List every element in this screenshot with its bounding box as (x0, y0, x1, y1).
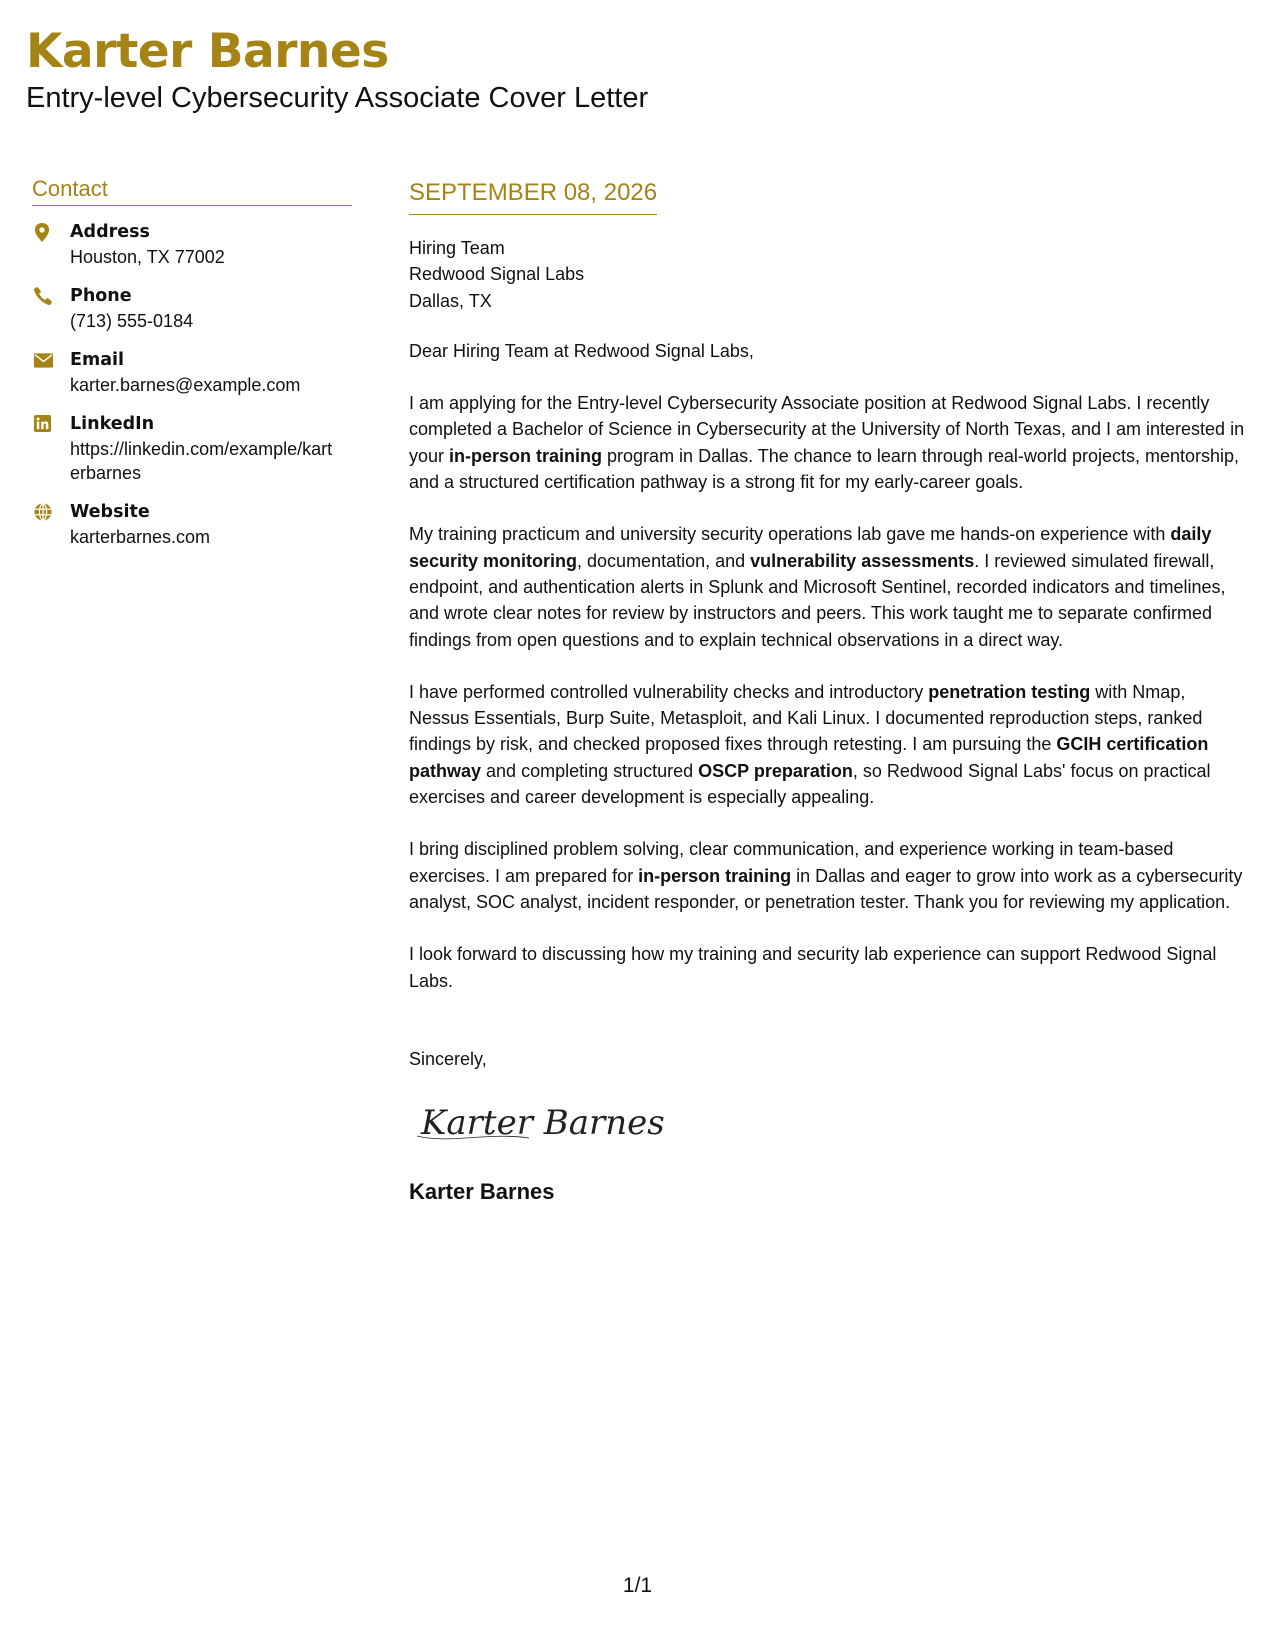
handwritten-signature (409, 1092, 709, 1152)
paragraph-text: I am applying for the Entry-level Cybersecurity Associate position at Redwood Signal Labs. I recently completed a Bachelor of Science in Cybersecurity at the University of North Texas, and I am interested in your (409, 393, 1245, 466)
contact-sidebar (32, 175, 352, 564)
recipient-line: Redwood Signal Labs (409, 264, 585, 285)
paragraph-text: , documentation, and (577, 550, 751, 571)
emphasized-text: OSCP preparation (698, 760, 853, 781)
recipient-line: Hiring Team (409, 238, 505, 258)
contact-value: https://linkedin.com/example/karterbarnes (70, 439, 333, 483)
emphasized-text: in-person training (449, 445, 603, 466)
recipient-block (409, 235, 1249, 314)
applicant-name: Karter Barnes (26, 24, 389, 79)
emphasized-text: vulnerability assessments (750, 550, 975, 571)
signed-name: Karter Barnes (409, 1178, 555, 1204)
linkedin-icon (32, 412, 70, 432)
globe-icon (32, 500, 70, 521)
signature-text: Karter Barnes (421, 1102, 665, 1143)
body-paragraph (409, 390, 1249, 495)
paragraph-text: program in Dallas. The chance to learn through real-world projects, mentorship, and a structured certification pathway is a strong fit for my early-career goals. (409, 445, 1240, 493)
letter-header (26, 24, 1226, 116)
paragraph-text: and completing structured (481, 760, 699, 781)
map-pin-icon (32, 220, 70, 242)
emphasized-text: GCIH certification pathway (409, 734, 1209, 781)
contact-label: LinkedIn (70, 414, 155, 434)
document-subtitle: Entry-level Cybersecurity Associate Cover Letter (26, 82, 649, 114)
salutation: Dear Hiring Team at Redwood Signal Labs, (409, 340, 754, 361)
paragraph-text: I have performed controlled vulnerability checks and introductory (409, 681, 929, 702)
contact-heading: Contact (32, 175, 352, 206)
contact-label: Phone (70, 286, 132, 306)
letter-date: SEPTEMBER 08, 2026 (409, 177, 657, 215)
emphasized-text: in-person training (638, 865, 792, 886)
body-paragraph (409, 521, 1249, 652)
contact-label: Email (70, 350, 124, 370)
contact-value: Houston, TX 77002 (70, 247, 225, 267)
recipient-line: Dallas, TX (409, 290, 492, 311)
body-paragraph (409, 836, 1249, 915)
letter-body (409, 177, 1249, 1206)
body-paragraph (409, 941, 1249, 994)
contact-list (32, 220, 352, 549)
contact-value: karterbarnes.com (70, 527, 211, 547)
contact-label: Address (70, 222, 150, 242)
contact-item-website (32, 500, 352, 549)
contact-label: Website (70, 502, 150, 522)
phone-icon (32, 284, 70, 305)
envelope-icon (32, 348, 70, 368)
paragraph-text: , so Redwood Signal Labs' focus on practical exercises and career development is especially appealing. (409, 760, 1211, 808)
paragraph-text: with Nmap, Nessus Essentials, Burp Suite, Metasploit, and Kali Linux. I documented reproduction steps, ranked findings by risk, and checked proposed fixes through retesting. I am pursuing the (409, 681, 1203, 755)
body-paragraph (409, 679, 1249, 810)
paragraph-text: . I reviewed simulated firewall, endpoint, and authentication alerts in Splunk and Microsoft Sentinel, recorded indicators and timelines, and wrote clear notes for review by instructors and peers. This work taught me to separate confirmed findings from open questions and to explain technical observations in a direct way. (409, 550, 1226, 650)
paragraph-text: I look forward to discussing how my training and security lab experience can support Redwood Signal Labs. (409, 944, 1217, 991)
emphasized-text: penetration testing (928, 681, 1091, 702)
emphasized-text: daily security monitoring (409, 524, 1212, 571)
contact-item-email (32, 348, 352, 397)
closing: Sincerely, (409, 1048, 487, 1069)
contact-item-linkedin (32, 412, 352, 485)
contact-item-phone (32, 284, 352, 333)
contact-value: (713) 555-0184 (70, 311, 194, 331)
page-number: 1/1 (622, 1574, 653, 1597)
paragraph-text: in Dallas and eager to grow into work as a cybersecurity analyst, SOC analyst, incident responder, or penetration tester. Thank you for reviewing my application. (409, 865, 1243, 912)
paragraph-text: I bring disciplined problem solving, clear communication, and experience working in team-based exercises. I am prepared for (409, 839, 1174, 886)
paragraph-text: My training practicum and university security operations lab gave me hands-on experience with (409, 524, 1171, 545)
contact-item-address (32, 220, 352, 269)
contact-value: karter.barnes@example.com (70, 375, 301, 395)
